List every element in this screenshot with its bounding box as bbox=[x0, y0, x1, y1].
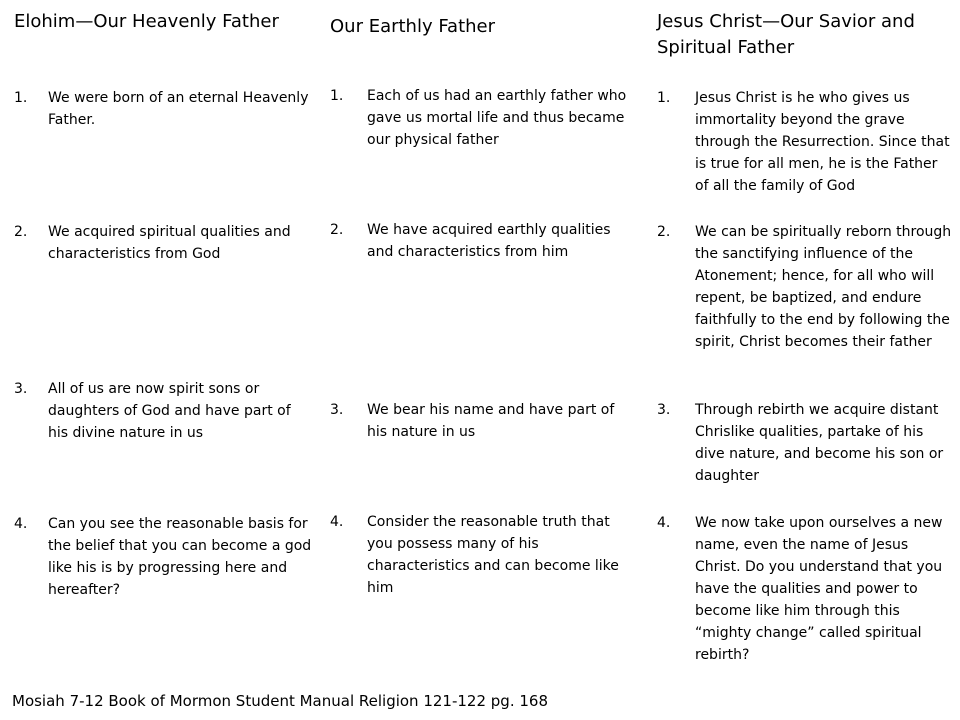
column-heading-line: Jesus Christ—Our Savior and bbox=[657, 11, 915, 32]
item-number: 1. bbox=[657, 90, 671, 106]
item-number: 1. bbox=[14, 90, 28, 106]
source-citation: Mosiah 7-12 Book of Mormon Student Manual Religion 121-122 pg. 168 bbox=[12, 692, 548, 710]
list-item bbox=[14, 378, 314, 444]
list-item bbox=[657, 399, 955, 487]
item-number: 2. bbox=[14, 224, 28, 240]
list-item bbox=[330, 219, 630, 263]
item-text: We have acquired earthly qualities and characteristics from him bbox=[367, 222, 611, 260]
column-heading: Elohim—Our Heavenly Father bbox=[14, 11, 279, 32]
column-heading bbox=[657, 9, 915, 61]
list-item bbox=[657, 512, 955, 666]
list-item bbox=[657, 87, 955, 197]
item-number: 3. bbox=[657, 402, 671, 418]
item-text: All of us are now spirit sons or daughters of God and have part of his divine nature in us bbox=[48, 381, 291, 441]
item-number: 2. bbox=[657, 224, 671, 240]
list-item bbox=[330, 399, 630, 443]
list-item bbox=[14, 87, 314, 131]
list-item bbox=[330, 511, 630, 599]
item-number: 4. bbox=[14, 516, 28, 532]
item-number: 4. bbox=[657, 515, 671, 531]
column-heading-line: Spiritual Father bbox=[657, 37, 795, 58]
item-number: 2. bbox=[330, 222, 344, 238]
item-text: We now take upon ourselves a new name, even the name of Jesus Christ. Do you understand that you have the qualities and power to become like him through this “mighty change” called spiritual rebirth? bbox=[695, 515, 943, 663]
list-item bbox=[14, 513, 314, 601]
column-heading: Our Earthly Father bbox=[330, 16, 496, 37]
item-number: 3. bbox=[330, 402, 344, 418]
item-text: Consider the reasonable truth that you possess many of his characteristics and can become like him bbox=[367, 514, 619, 596]
item-text: We acquired spiritual qualities and characteristics from God bbox=[48, 224, 291, 262]
list-item bbox=[14, 221, 314, 265]
list-item bbox=[330, 85, 630, 151]
list-item bbox=[657, 221, 955, 353]
item-text: Jesus Christ is he who gives us immortality beyond the grave through the Resurrection. Since that is true for all men, he is the Father of all the family of God bbox=[695, 90, 950, 194]
item-number: 4. bbox=[330, 514, 344, 530]
item-text: We were born of an eternal Heavenly Father. bbox=[48, 90, 309, 128]
item-text: We can be spiritually reborn through the sanctifying influence of the Atonement; hence, for all who will repent, be baptized, and endure faithfully to the end by following the spirit, Christ becomes their father bbox=[695, 224, 952, 350]
item-text: Can you see the reasonable basis for the belief that you can become a god like his is by progressing here and hereafter? bbox=[48, 516, 312, 598]
item-number: 1. bbox=[330, 88, 344, 104]
item-text: We bear his name and have part of his nature in us bbox=[367, 402, 615, 440]
item-number: 3. bbox=[14, 381, 28, 397]
item-text: Each of us had an earthly father who gave us mortal life and thus became our physical father bbox=[367, 88, 627, 148]
item-text: Through rebirth we acquire distant Chrislike qualities, partake of his dive nature, and become his son or daughter bbox=[695, 402, 944, 484]
